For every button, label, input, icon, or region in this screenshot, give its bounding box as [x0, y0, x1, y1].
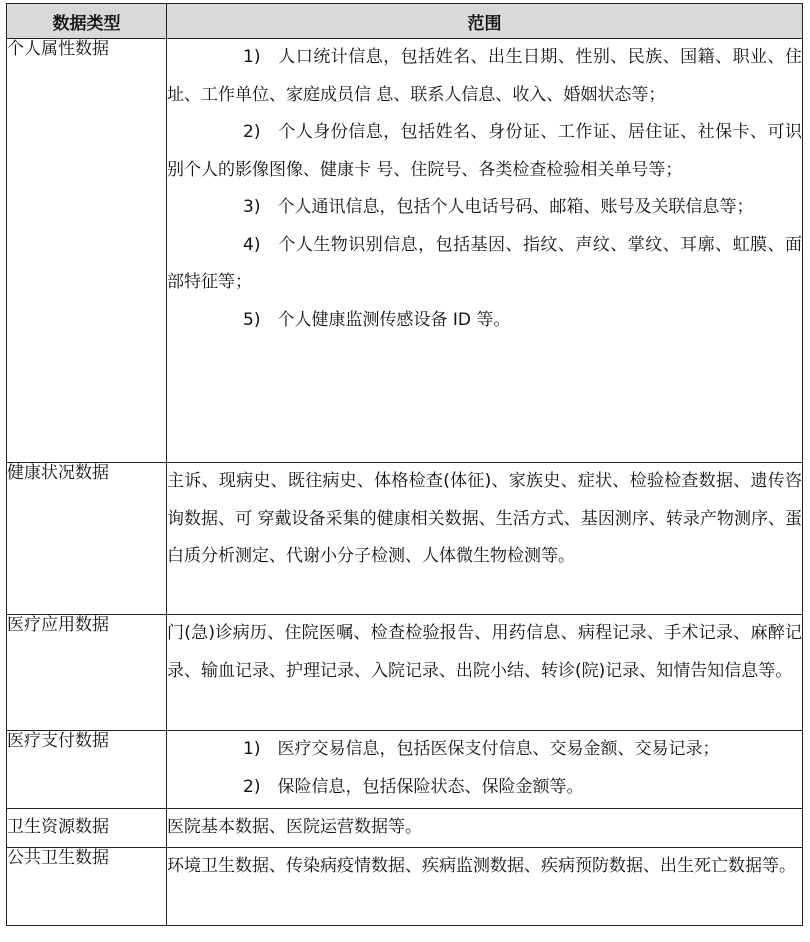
range-text: 门(急)诊病历、住院医嘱、检查检验报告、用药信息、病程记录、手术记录、麻醉记录、输血记录、护理记录、入院记录、出院小结、转诊(院)记录、知情告知信息等。	[167, 623, 802, 681]
table-row	[7, 463, 803, 615]
range-item: 2) 保险信息，包括保险状态、保险金额等。	[243, 776, 584, 797]
row-type-medical-application: 医疗应用数据	[7, 615, 167, 731]
table-row	[7, 39, 803, 463]
range-item: 4) 个人生物识别信息，包括基因、指纹、声纹、掌纹、耳廓、虹膜、面部特征等；	[167, 234, 802, 292]
table-header-row	[7, 4, 803, 39]
range-item: 5) 个人健康监测传感设备 ID 等。	[243, 309, 511, 330]
header-data-type: 数据类型	[7, 4, 167, 39]
row-range-health-status	[167, 463, 803, 615]
table-row	[7, 731, 803, 809]
table-row	[7, 848, 803, 926]
range-text: 医院基本数据、医院运营数据等。	[167, 817, 422, 837]
row-type-public-health: 公共卫生数据	[7, 848, 167, 926]
row-range-medical-payment	[167, 731, 803, 809]
range-item: 2) 个人身份信息，包括姓名、身份证、工作证、居住证、社保卡、可识别个人的影像图像、健康卡 号、住院号、各类检查检验相关单号等；	[167, 122, 802, 180]
row-type-health-resources: 卫生资源数据	[7, 809, 167, 848]
row-range-personal-attributes	[167, 39, 803, 463]
row-type-medical-payment: 医疗支付数据	[7, 731, 167, 809]
range-item: 1) 医疗交易信息，包括医保支付信息、交易金额、交易记录；	[243, 739, 720, 759]
row-range-medical-application	[167, 615, 803, 731]
row-type-personal-attributes: 个人属性数据	[7, 39, 167, 463]
row-range-public-health	[167, 848, 803, 926]
table-row	[7, 615, 803, 731]
range-text: 环境卫生数据、传染病疫情数据、疾病监测数据、疾病预防数据、出生死亡数据等。	[167, 856, 796, 876]
row-range-health-resources	[167, 809, 803, 848]
row-type-health-status: 健康状况数据	[7, 463, 167, 615]
range-item: 3) 个人通讯信息，包括个人电话号码、邮箱、账号及关联信息等；	[243, 197, 754, 217]
header-range: 范围	[167, 4, 803, 39]
table-row	[7, 809, 803, 848]
range-item: 1) 人口统计信息，包括姓名、出生日期、性别、民族、国籍、职业、住址、工作单位、家庭成员信 息、联系人信息、收入、婚姻状态等；	[167, 47, 802, 105]
data-category-table	[6, 3, 803, 926]
range-text: 主诉、现病史、既往病史、体格检查(体征)、家族史、症状、检验检查数据、遗传咨询数据、可 穿戴设备采集的健康相关数据、生活方式、基因测序、转录产物测序、蛋白质分析测定、代谢小分子检测、人体微生物检测等。	[167, 471, 802, 566]
